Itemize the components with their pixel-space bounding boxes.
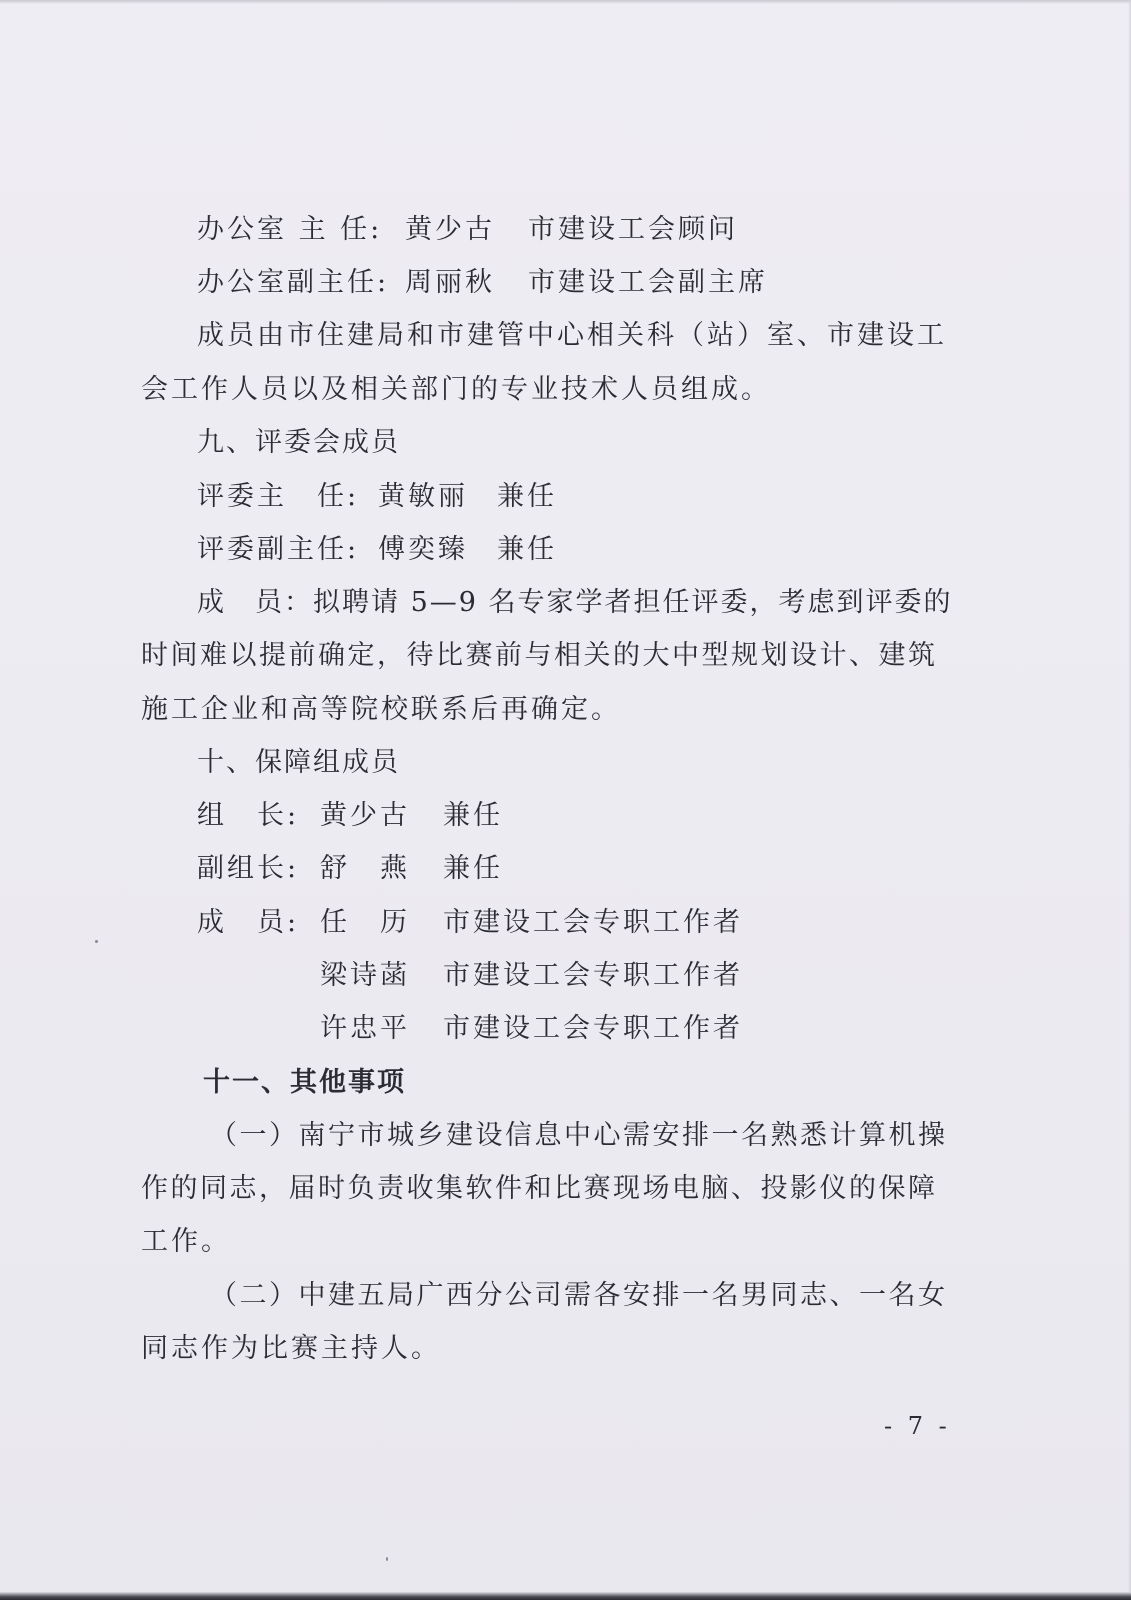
office-members-line-2: 会工作人员以及相关部门的专业技术人员组成。 <box>141 374 771 405</box>
scan-top-shadow <box>0 0 1131 4</box>
section-9-chair-label: 评委主 任: <box>197 481 360 512</box>
section-9-members-line-2: 时间难以提前确定，待比赛前与相关的大中型规划设计、建筑 <box>141 640 938 671</box>
section-11-item-1-line-1: （一）南宁市城乡建设信息中心需安排一名熟悉计算机操 <box>210 1120 948 1151</box>
section-10-leader-label: 组 长: <box>197 800 300 831</box>
section-10-member-title: 市建设工会专职工作者 <box>443 907 743 938</box>
section-11-heading: 十一、其他事项 <box>203 1067 406 1098</box>
section-9-vice-label: 评委副主任: <box>197 534 360 565</box>
section-10-member-title: 市建设工会专职工作者 <box>443 960 743 991</box>
scan-speck <box>95 940 98 943</box>
section-9-members-line-3: 施工企业和高等院校联系后再确定。 <box>141 694 621 725</box>
section-10-deputy-name: 舒 燕 <box>320 853 410 884</box>
section-9-members-line-1: 成 员：拟聘请 5—9 名专家学者担任评委，考虑到评委的 <box>197 587 953 618</box>
office-director-label: 办公室 主 任: <box>197 214 383 245</box>
office-director-title: 市建设工会顾问 <box>528 214 738 245</box>
section-11-item-2-line-2: 同志作为比赛主持人。 <box>141 1333 441 1364</box>
section-10-heading: 十、保障组成员 <box>197 747 400 778</box>
office-members-line-1: 成员由市住建局和市建管中心相关科（站）室、市建设工 <box>197 320 947 351</box>
section-10-members-label: 成 员: <box>197 907 300 938</box>
office-deputy-name: 周丽秋 <box>405 267 495 298</box>
section-10-member-name: 任 历 <box>320 907 410 938</box>
office-deputy-label: 办公室副主任: <box>197 267 390 298</box>
office-director-name: 黄少古 <box>405 214 495 245</box>
section-10-leader-role: 兼任 <box>443 800 503 831</box>
section-10-member-title: 市建设工会专职工作者 <box>443 1013 743 1044</box>
section-11-item-1-line-2: 作的同志，届时负责收集软件和比赛现场电脑、投影仪的保障 <box>141 1173 938 1204</box>
section-9-heading: 九、评委会成员 <box>197 427 400 458</box>
section-9-chair-role: 兼任 <box>497 481 557 512</box>
section-10-leader-name: 黄少古 <box>320 800 410 831</box>
section-9-chair-name: 黄敏丽 <box>378 481 468 512</box>
section-10-member-name: 许忠平 <box>320 1013 410 1044</box>
office-deputy-title: 市建设工会副主席 <box>528 267 768 298</box>
section-11-item-1-line-3: 工作。 <box>141 1226 231 1257</box>
section-10-member-name: 梁诗菡 <box>320 960 410 991</box>
section-11-item-2-line-1: （二）中建五局广西分公司需各安排一名男同志、一名女 <box>210 1280 948 1311</box>
page-number: - 7 - <box>884 1412 951 1440</box>
section-9-vice-role: 兼任 <box>497 534 557 565</box>
section-10-deputy-label: 副组长: <box>197 853 300 884</box>
section-10-deputy-role: 兼任 <box>443 853 503 884</box>
scan-bottom-edge <box>0 1592 1131 1600</box>
section-9-vice-name: 傅奕臻 <box>378 534 468 565</box>
scan-speck <box>386 1557 388 1561</box>
